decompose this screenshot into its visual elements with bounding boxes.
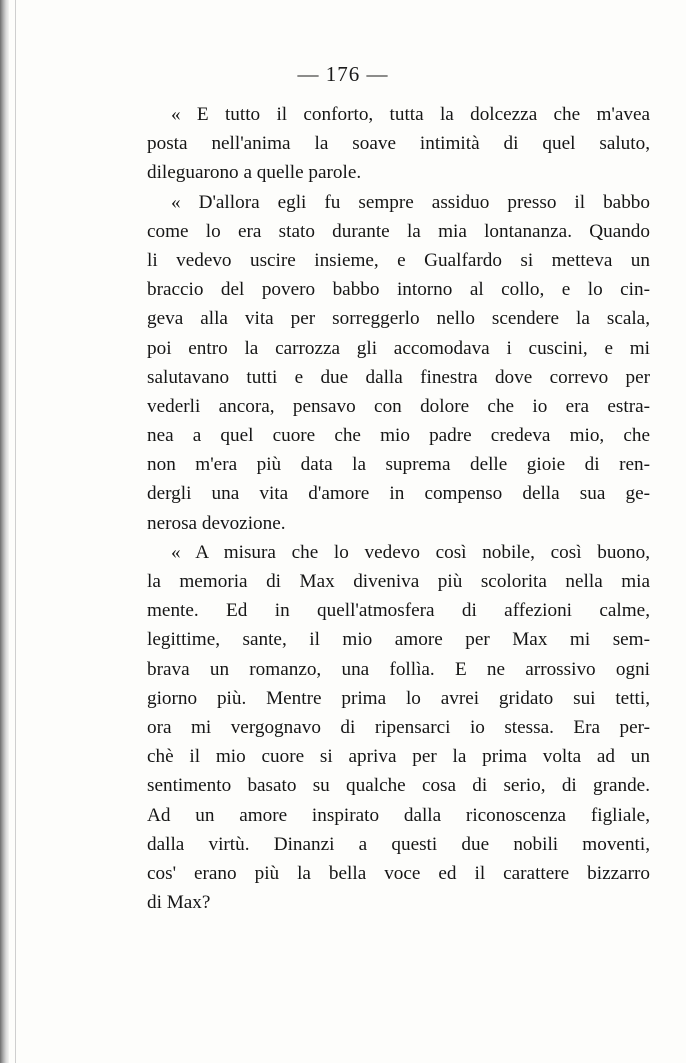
text-line: giorno più. Mentre prima lo avrei gridato sui tetti, <box>147 687 650 709</box>
text-line: li vedevo uscire insieme, e Gualfardo si metteva un <box>147 249 650 271</box>
text-line: legittime, sante, il mio amore per Max mi sem- <box>147 629 650 651</box>
text-line: mente. Ed in quell'atmosfera di affezioni calme, <box>147 600 650 622</box>
text-line: di Max? <box>147 892 211 914</box>
text-line: « D'allora egli fu sempre assiduo presso il babbo <box>171 191 650 213</box>
text-line: posta nell'anima la soave intimità di quel saluto, <box>147 133 650 155</box>
text-line: cos' erano più la bella voce ed il carattere bizzarro <box>147 862 650 884</box>
paragraph <box>147 538 650 917</box>
page-number: — 176 — <box>297 62 389 86</box>
binding-line <box>15 0 16 1063</box>
text-line: chè il mio cuore si apriva per la prima volta ad un <box>147 746 650 768</box>
text-line: dalla virtù. Dinanzi a questi due nobili moventi, <box>147 833 650 855</box>
text-line: « A misura che lo vedevo così nobile, così buono, <box>171 541 650 563</box>
text-line: come lo era stato durante la mia lontananza. Quando <box>147 220 650 242</box>
text-line: brava un romanzo, una follìa. E ne arrossivo ogni <box>147 658 650 680</box>
text-line: vederli ancora, pensavo con dolore che io era estra- <box>147 395 650 417</box>
text-line: nerosa devozione. <box>147 512 286 534</box>
text-line: poi entro la carrozza gli accomodava i cuscini, e mi <box>147 337 650 359</box>
text-line: non m'era più data la suprema delle gioie di ren- <box>147 454 650 476</box>
text-line: braccio del povero babbo intorno al collo, e lo cin- <box>147 279 650 301</box>
text-line: nea a quel cuore che mio padre credeva mio, che <box>147 425 650 447</box>
text-line: salutavano tutti e due dalla finestra dove correvo per <box>147 366 650 388</box>
text-line: sentimento basato su qualche cosa di serio, di grande. <box>147 775 650 797</box>
body-text <box>147 100 650 917</box>
text-line: la memoria di Max diveniva più scolorita nella mia <box>147 571 650 592</box>
text-line: « E tutto il conforto, tutta la dolcezza che m'avea <box>171 104 650 125</box>
paragraph <box>147 100 650 188</box>
text-line: ora mi vergognavo di ripensarci io stessa. Era per- <box>147 716 650 738</box>
paragraph <box>147 188 650 538</box>
text-line: Ad un amore inspirato dalla riconoscenza figliale, <box>147 804 650 826</box>
text-line: dergli una vita d'amore in compenso della sua ge- <box>147 483 650 505</box>
text-line: geva alla vita per sorreggerlo nello scendere la scala, <box>147 308 650 330</box>
text-line: dileguarono a quelle parole. <box>147 162 362 184</box>
binding-edge <box>0 0 9 1063</box>
